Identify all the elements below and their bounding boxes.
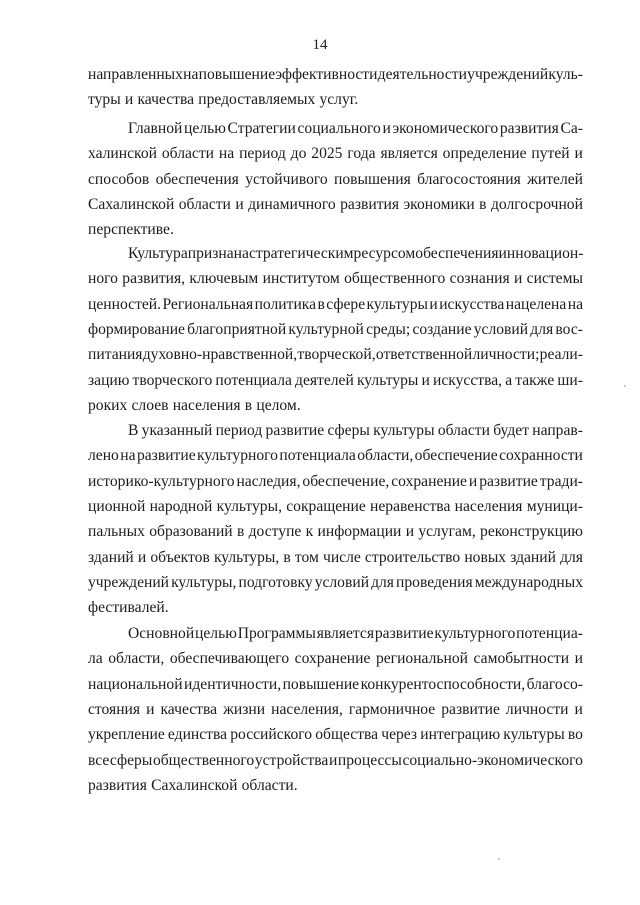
- text-line: зданий и объектов культуры, в том числе строительство новых зданий для: [88, 548, 583, 566]
- page-number: 14: [312, 37, 328, 53]
- text-line: ценностей. Региональная политика в сфере культуры и искусства нацелена на: [88, 295, 583, 313]
- text-line: все сферы общественного устройства и процессы социально-экономического: [88, 751, 583, 769]
- text-line: национальной идентичности, повышение конкурентоспособности, благосо-: [88, 675, 583, 693]
- text-line: учреждений культуры, подготовку условий для проведения международных: [88, 573, 583, 591]
- scan-speck: [624, 385, 626, 387]
- text-line: пальных образований в доступе к информации и услугам, реконструкцию: [88, 523, 583, 541]
- text-line: стояния и качества жизни населения, гармоничное развитие личности и: [88, 700, 583, 718]
- text-line: укрепление единства российского общества через интеграцию культуры во: [88, 726, 583, 744]
- text-line: зацию творческого потенциала деятелей культуры и искусства, а также ши-: [88, 371, 583, 389]
- text-line: Главной целью Стратегии социального и экономического развития Са-: [128, 120, 583, 137]
- text-line: историко-культурного наследия, обеспечение, сохранение и развитие тради-: [88, 472, 583, 490]
- text-line: фестивалей.: [88, 599, 169, 617]
- scan-speck: [498, 858, 500, 860]
- text-line: ционной народной культуры, сокращение неравенства населения муници-: [88, 497, 583, 515]
- text-line: халинской области на период до 2025 года является определение путей и: [88, 145, 583, 163]
- text-line: направленных на повышение эффективности деятельности учреждений куль-: [88, 66, 583, 83]
- text-line: развития Сахалинской области.: [88, 776, 298, 794]
- text-line: ного развития, ключевым институтом общественного сознания и системы: [88, 270, 583, 288]
- text-line: Основной целью Программы является развитие культурного потенциа-: [128, 625, 583, 642]
- text-line: туры и качества предоставляемых услуг.: [88, 91, 359, 109]
- text-line: питания духовно-нравственной, творческой, ответственной личности; реали-: [88, 346, 583, 364]
- text-line: Культура признана стратегическим ресурсом обеспечения инновацион-: [128, 245, 584, 262]
- text-line: формирование благоприятной культурной среды; создание условий для вос-: [88, 320, 583, 338]
- text-line: Сахалинской области и динамичного развития экономики в долгосрочной: [88, 195, 583, 213]
- text-line: перспективе.: [88, 221, 174, 239]
- text-line: В указанный период развитие сферы культуры области будет направ-: [128, 422, 583, 439]
- text-line: способов обеспечения устойчивого повышения благосостояния жителей: [88, 170, 583, 188]
- text-line: роких слоев населения в целом.: [88, 396, 301, 414]
- text-line: ла области, обеспечивающего сохранение региональной самобытности и: [88, 650, 583, 668]
- text-line: лено на развитие культурного потенциала области, обеспечение сохранности: [88, 447, 583, 465]
